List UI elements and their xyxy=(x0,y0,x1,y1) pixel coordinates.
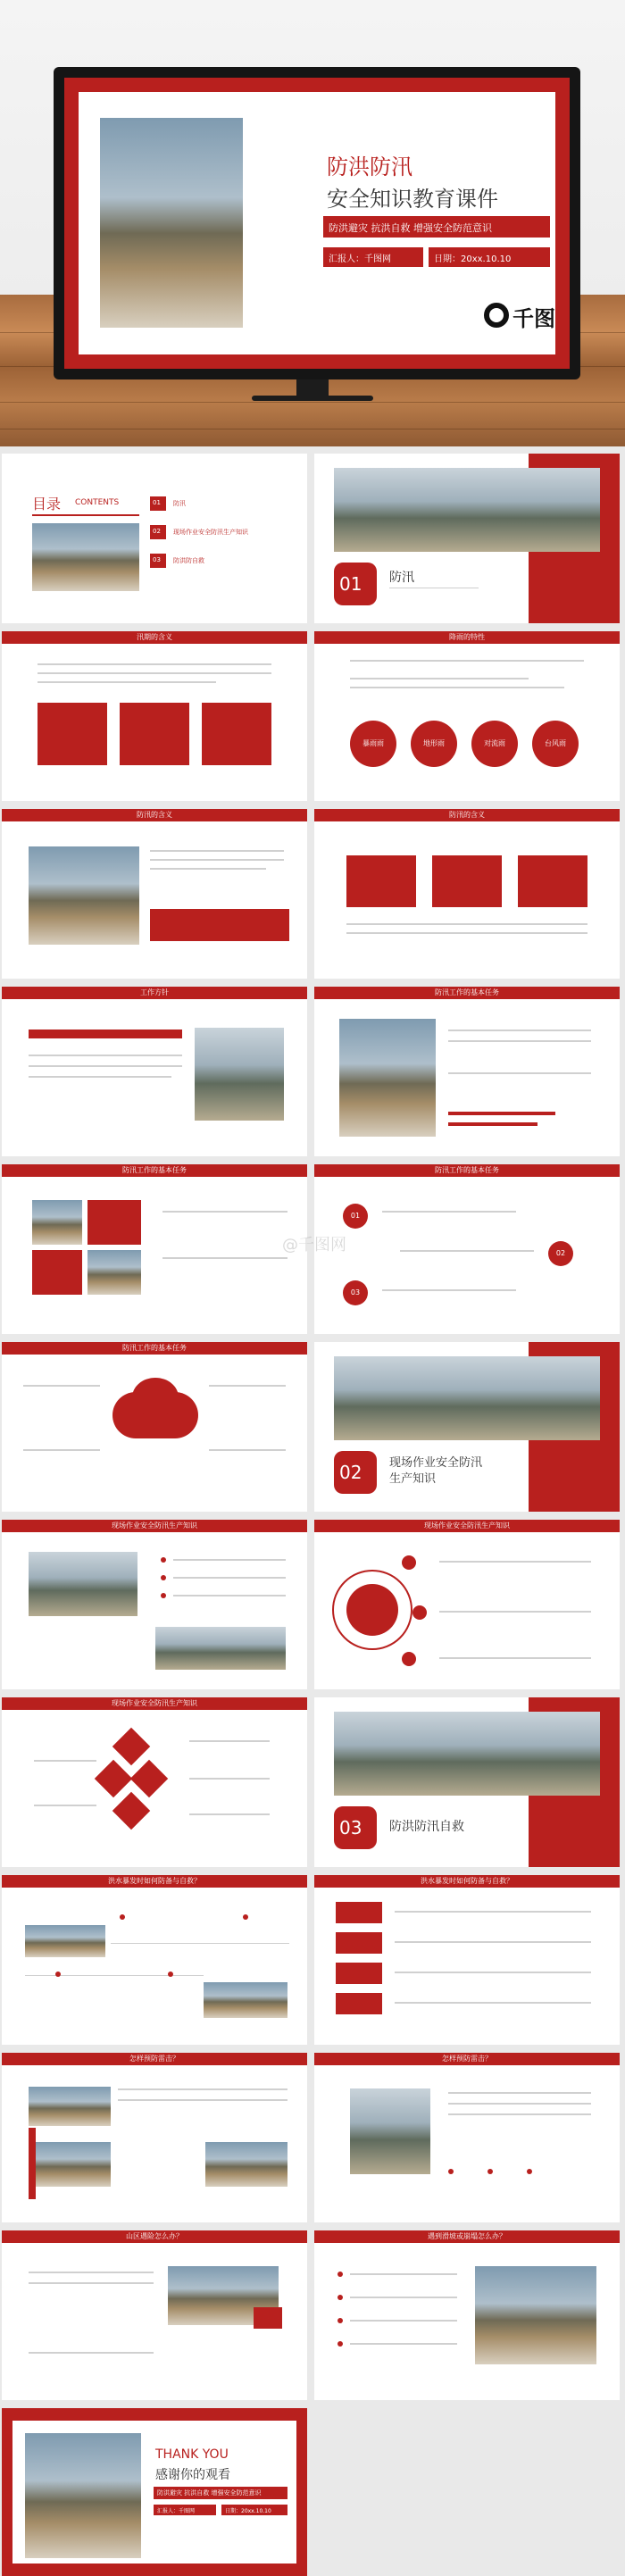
monitor-frame xyxy=(54,67,580,379)
bridge-photo xyxy=(334,468,600,552)
toc-contents: CONTENTS xyxy=(75,498,120,507)
cover-reporter: 汇报人：千图网 xyxy=(329,254,391,264)
watermark: @千图网 xyxy=(282,1236,346,1255)
rain-type-1: 暴雨雨 xyxy=(350,721,396,767)
slide-12: 防汛工作的基本任务 xyxy=(2,1342,307,1512)
slide-9: 防汛工作的基本任务 xyxy=(314,987,620,1156)
slide-21: 怎样预防雷击？ xyxy=(314,2053,620,2222)
slide-thanks: THANK YOU 感谢你的观看 防洪避灾 抗洪自救 增强安全防范意识 汇报人：千图网 日期：20xx.10.10 xyxy=(2,2408,307,2576)
slide-5: 降雨的特性 暴雨雨 地形雨 对流雨 台风雨 xyxy=(314,631,620,801)
cover-date: 日期：20xx.10.10 xyxy=(434,254,512,264)
slide-7: 防汛的含义 xyxy=(314,809,620,979)
slide-4: 汛期的含义 xyxy=(2,631,307,801)
slide-section-03: 03 防洪防汛自救 xyxy=(314,1697,620,1867)
cover-photo xyxy=(100,118,243,328)
slide-19: 洪水暴发时如何防备与自救？ xyxy=(314,1875,620,2045)
slide-toc: 目录 CONTENTS 01 防汛 02 现场作业安全防汛生产知识 03 防洪防自救 xyxy=(2,454,307,623)
rain-type-3: 对流雨 xyxy=(471,721,518,767)
slide-section-01: 01 防汛 xyxy=(314,454,620,623)
slide-15: 现场作业安全防汛生产知识 xyxy=(314,1520,620,1689)
hero-mockup xyxy=(0,0,625,446)
slide-18: 洪水暴发时如何防备与自救？ xyxy=(2,1875,307,2045)
cover-title-2: 安全知识教育课件 xyxy=(327,187,498,212)
rain-type-2: 地形雨 xyxy=(411,721,457,767)
cover-title-1: 防洪防汛 xyxy=(327,154,412,179)
slide-16: 现场作业安全防汛生产知识 xyxy=(2,1697,307,1867)
toc-item-2[interactable]: 现场作业安全防汛生产知识 xyxy=(173,529,248,536)
slide-10: 防汛工作的基本任务 xyxy=(2,1164,307,1334)
toc-item-3[interactable]: 防洪防自救 xyxy=(173,557,204,564)
cover-subtitle: 防洪避灾 抗洪自救 增强安全防范意识 xyxy=(329,222,492,234)
logo-icon xyxy=(484,303,509,328)
toc-item-1[interactable]: 防汛 xyxy=(173,500,186,507)
slide-6: 防汛的含义 xyxy=(2,809,307,979)
slide-section-02: 02 现场作业安全防汛 生产知识 xyxy=(314,1342,620,1512)
section-title: 防汛 xyxy=(389,571,414,585)
toc-title: 目录 xyxy=(32,496,62,513)
slide-14: 现场作业安全防汛生产知识 xyxy=(2,1520,307,1689)
slide-23: 遇到滑坡或崩塌怎么办？ xyxy=(314,2230,620,2400)
slide-8: 工作方针 xyxy=(2,987,307,1156)
toc-photo xyxy=(32,523,139,591)
cover-slide xyxy=(64,78,570,369)
thanks-title: THANK YOU xyxy=(155,2447,229,2462)
slide-22: 山区遇险怎么办？ xyxy=(2,2230,307,2400)
thanks-subtitle: 感谢你的观看 xyxy=(155,2468,230,2482)
rain-type-4: 台风雨 xyxy=(532,721,579,767)
slide-11: 防汛工作的基本任务 01 02 03 @千图网 xyxy=(314,1164,620,1334)
slide-20: 怎样预防雷击？ xyxy=(2,2053,307,2222)
logo-text: 千图 xyxy=(512,306,555,331)
